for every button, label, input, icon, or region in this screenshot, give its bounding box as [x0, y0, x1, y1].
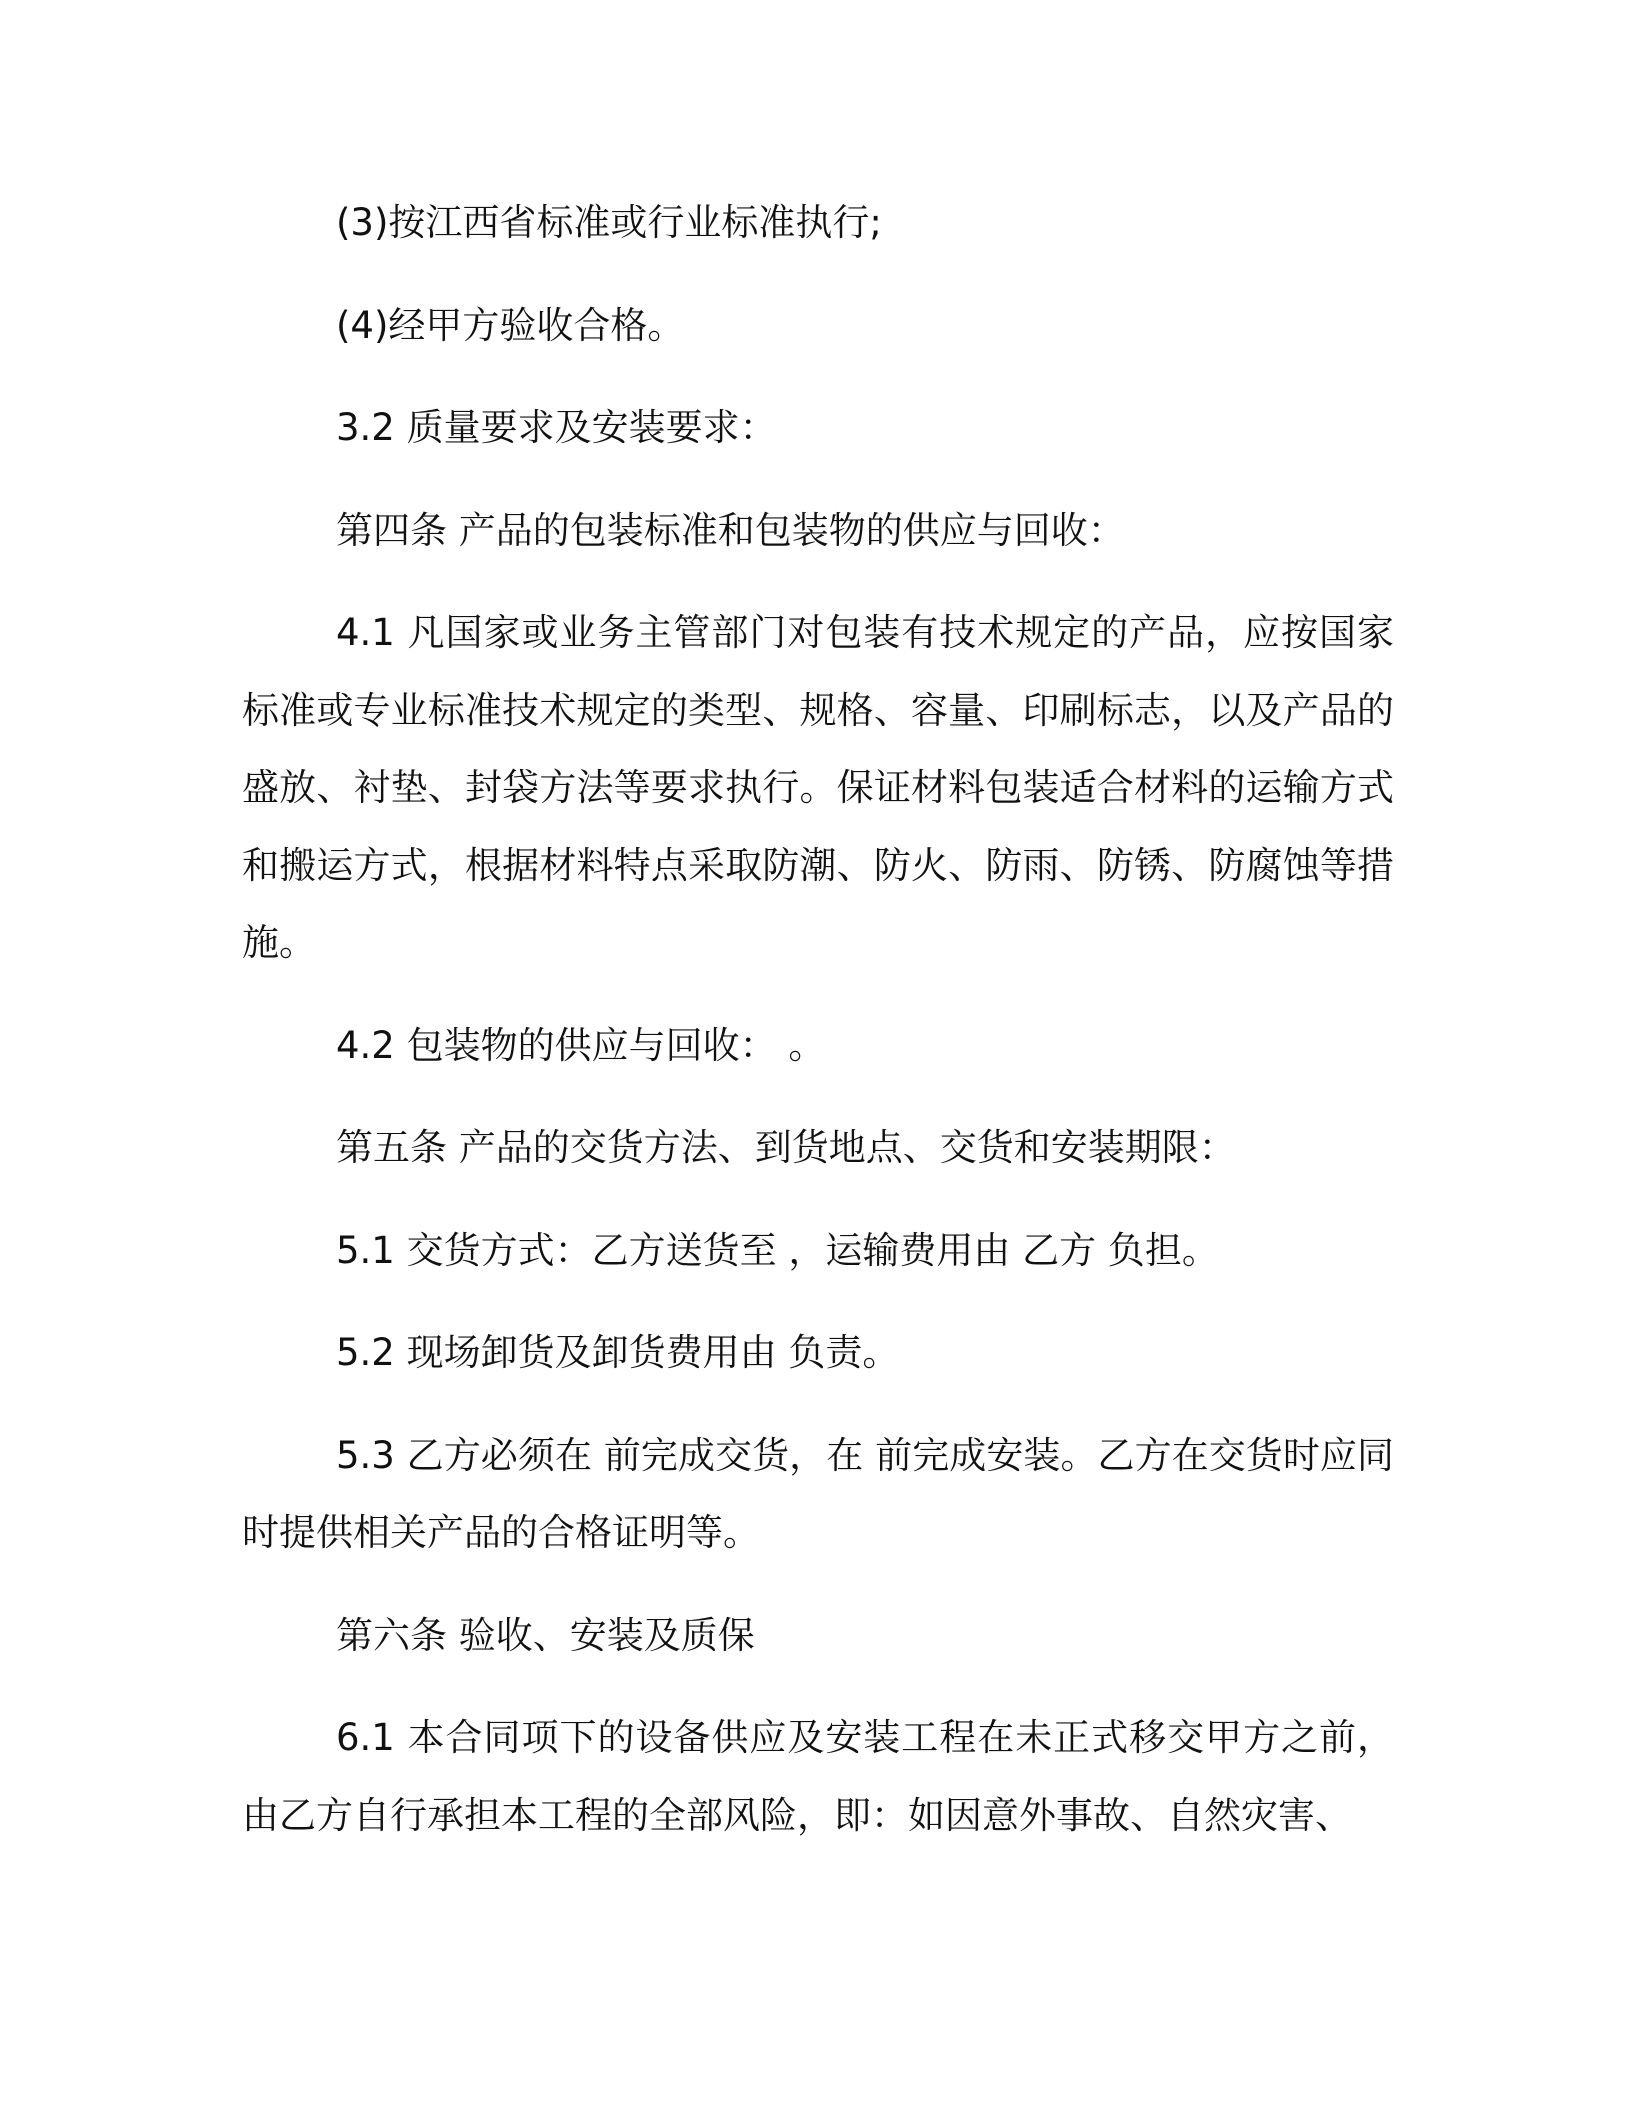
clause-5-2: 5.2 现场卸货及卸货费用由 负责。	[336, 1331, 900, 1374]
clause-4-1: 4.1 凡国家或业务主管部门对包装有技术规定的产品，应按国家标准或专业标准技术规定的类型、规格、容量、印刷标志，以及产品的盛放、衬垫、封袋方法等要求执行。保证材料包装适合材料的运输方式和搬运方式，根据材料特点采取防潮、防火、防雨、防锈、防腐蚀等措施。	[242, 611, 1394, 964]
clause-3-item-4: (4)经甲方验收合格。	[336, 303, 685, 347]
document-body	[242, 184, 1394, 1854]
clause-3-item-3: (3)按江西省标准或行业标准执行;	[336, 201, 882, 244]
clause-3-2-heading: 3.2 质量要求及安装要求：	[336, 406, 777, 449]
article-6-heading: 第六条 验收、安装及质保	[336, 1613, 755, 1657]
article-5-heading: 第五条 产品的交货方法、到货地点、交货和安装期限：	[336, 1126, 1236, 1169]
clause-5-3: 5.3 乙方必须在 前完成交货，在 前完成安装。乙方在交货时应同时提供相关产品的合格证明等。	[242, 1433, 1394, 1554]
article-4-heading: 第四条 产品的包装标准和包装物的供应与回收：	[336, 508, 1125, 552]
clause-5-1: 5.1 交货方式：乙方送货至 ，运输费用由 乙方 负担。	[336, 1228, 1219, 1272]
clause-4-2: 4.2 包装物的供应与回收： 。	[336, 1023, 826, 1067]
clause-6-1: 6.1 本合同项下的设备供应及安装工程在未正式移交甲方之前，由乙方自行承担本工程的全部风险，即：如因意外事故、自然灾害、	[242, 1716, 1394, 1837]
